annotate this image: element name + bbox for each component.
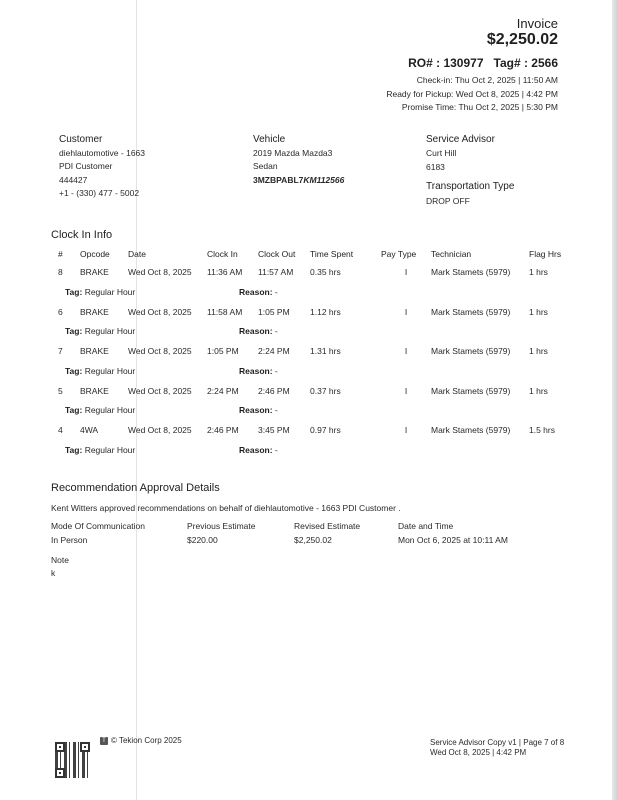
row-reason <box>207 440 569 460</box>
col-opcode: Opcode <box>80 249 110 259</box>
clock-in-title: Clock In Info <box>51 229 113 241</box>
vehicle-vin <box>253 174 344 187</box>
tag-label: Tag: <box>65 365 83 376</box>
reason-label: Reason: <box>239 444 273 455</box>
row-flag-hrs: 1 hrs <box>529 385 548 396</box>
qr-code-icon <box>55 742 90 778</box>
row-technician: Mark Stamets (5979) <box>431 306 511 317</box>
copyright-text: © Tekion Corp 2025 <box>111 736 182 745</box>
tag-label: Tag: <box>65 326 83 337</box>
service-advisor-id: 6183 <box>426 161 445 172</box>
col-number: # <box>58 249 63 259</box>
previous-estimate-value: $220.00 <box>187 535 218 545</box>
copy-page-info: Service Advisor Copy v1 | Page 7 of 8 <box>430 738 565 747</box>
mode-label: Mode Of Communication <box>51 521 146 531</box>
reason-value: - <box>274 365 278 376</box>
col-pay-type: Pay Type <box>381 249 417 259</box>
col-date: Date <box>128 249 146 259</box>
row-tag <box>58 361 207 381</box>
row-number: 5 <box>58 385 63 396</box>
row-tag <box>58 440 207 460</box>
tekion-logo-icon: T <box>100 737 108 745</box>
row-date: Wed Oct 8, 2025 <box>128 267 192 277</box>
table-tag-row <box>58 440 569 460</box>
row-clock-out: 1:05 PM <box>258 306 290 317</box>
row-date: Wed Oct 8, 2025 <box>128 385 192 396</box>
transportation-label: Transportation Type <box>426 181 515 192</box>
col-time-spent: Time Spent <box>310 249 354 259</box>
transportation-value: DROP OFF <box>426 196 470 206</box>
row-clock-in: 11:58 AM <box>207 306 243 317</box>
table-row <box>58 302 569 322</box>
customer-id: 444427 <box>59 175 88 185</box>
row-number: 4 <box>58 425 63 435</box>
qr-finder-top-left <box>55 742 65 752</box>
row-opcode: 4WA <box>80 425 99 435</box>
tag-number: Tag# : 2566 <box>493 56 558 70</box>
footer-timestamp: Wed Oct 8, 2025 | 4:42 PM <box>430 748 527 757</box>
row-opcode: BRAKE <box>80 267 109 277</box>
tag-label: Tag: <box>65 286 83 297</box>
row-flag-hrs: 1.5 hrs <box>529 425 555 435</box>
col-technician: Technician <box>431 249 472 259</box>
row-reason <box>207 401 569 421</box>
date-time-value: Mon Oct 6, 2025 at 10:11 AM <box>398 535 508 545</box>
row-time-spent: 0.37 hrs <box>310 385 341 396</box>
vin-suffix: KM112566 <box>303 175 345 185</box>
date-time-label: Date and Time <box>398 521 454 531</box>
row-flag-hrs: 1 hrs <box>529 267 548 277</box>
vin-prefix: 3MZBPABL7 <box>253 175 304 185</box>
reason-value: - <box>274 405 278 416</box>
tag-value: Regular Hour <box>84 326 136 337</box>
table-row <box>58 341 569 361</box>
reason-value: - <box>274 444 278 455</box>
table-tag-row <box>58 282 569 302</box>
table-tag-row <box>58 401 569 421</box>
col-clock-in: Clock In <box>207 249 238 259</box>
tag-value: Regular Hour <box>84 365 136 376</box>
clock-in-header-row <box>58 246 569 262</box>
row-clock-out: 2:24 PM <box>258 346 290 356</box>
tag-value: Regular Hour <box>84 286 136 297</box>
row-opcode: BRAKE <box>80 385 109 396</box>
tag-label: Tag: <box>65 444 83 455</box>
reason-label: Reason: <box>239 326 273 337</box>
transportation-section <box>426 181 514 208</box>
row-flag-hrs: 1 hrs <box>529 346 548 356</box>
reason-label: Reason: <box>239 365 273 376</box>
vehicle-label: Vehicle <box>253 134 286 145</box>
row-tag <box>58 282 207 302</box>
row-date: Wed Oct 8, 2025 <box>128 425 192 435</box>
row-opcode: BRAKE <box>80 306 109 317</box>
note-label: Note <box>51 555 69 565</box>
row-clock-in: 2:24 PM <box>207 385 239 396</box>
recommendation-statement: Kent Witters approved recommendations on behalf of diehlautomotive - 1663 PDI Customer . <box>51 503 401 513</box>
service-advisor-label: Service Advisor <box>426 134 495 145</box>
customer-label: Customer <box>59 134 103 145</box>
recommendation-title: Recommendation Approval Details <box>51 482 220 494</box>
row-clock-in: 11:36 AM <box>207 267 243 277</box>
row-technician: Mark Stamets (5979) <box>431 267 511 277</box>
row-opcode: BRAKE <box>80 346 109 356</box>
row-time-spent: 1.31 hrs <box>310 346 341 356</box>
row-technician: Mark Stamets (5979) <box>431 425 511 435</box>
tag-value: Regular Hour <box>84 444 136 455</box>
qr-finder-top-right <box>80 742 90 752</box>
tag-label: Tag: <box>65 405 83 416</box>
row-technician: Mark Stamets (5979) <box>431 385 511 396</box>
table-row <box>58 262 569 282</box>
customer-phone: +1 - (330) 477 - 5002 <box>59 187 140 198</box>
row-number: 6 <box>58 306 63 317</box>
row-date: Wed Oct 8, 2025 <box>128 346 192 356</box>
customer-section <box>59 134 145 199</box>
ro-tag-line <box>408 56 558 70</box>
reason-label: Reason: <box>239 405 273 416</box>
customer-name: diehlautomotive - 1663 <box>59 148 146 158</box>
tag-value: Regular Hour <box>84 405 136 416</box>
row-clock-out: 11:57 AM <box>258 267 294 277</box>
vehicle-section <box>253 134 344 187</box>
row-technician: Mark Stamets (5979) <box>431 346 511 356</box>
vehicle-model: 2019 Mazda Mazda3 <box>253 148 333 158</box>
note-value: k <box>51 568 56 578</box>
row-time-spent: 0.35 hrs <box>310 267 341 277</box>
previous-estimate-label: Previous Estimate <box>187 521 256 531</box>
check-in-time: Check-in: Thu Oct 2, 2025 | 11:50 AM <box>416 75 558 85</box>
row-number: 8 <box>58 267 63 277</box>
customer-type: PDI Customer <box>59 160 113 171</box>
row-pay-type: I <box>404 267 408 277</box>
clock-in-table <box>58 246 569 460</box>
vehicle-body: Sedan <box>253 160 278 171</box>
row-pay-type: I <box>404 306 408 317</box>
reason-value: - <box>274 326 278 337</box>
row-clock-in: 2:46 PM <box>207 425 239 435</box>
invoice-title: Invoice <box>516 16 558 31</box>
table-tag-row <box>58 361 569 381</box>
row-reason <box>207 322 569 342</box>
col-clock-out: Clock Out <box>258 249 296 259</box>
table-tag-row <box>58 322 569 342</box>
revised-estimate-label: Revised Estimate <box>294 521 361 531</box>
row-clock-in: 1:05 PM <box>207 346 239 356</box>
revised-estimate-value: $2,250.02 <box>294 535 332 545</box>
ro-number: RO# : 130977 <box>408 56 484 70</box>
row-time-spent: 0.97 hrs <box>310 425 341 435</box>
row-time-spent: 1.12 hrs <box>310 306 341 317</box>
table-row <box>58 420 569 440</box>
row-pay-type: I <box>404 385 408 396</box>
service-advisor-section <box>426 134 495 173</box>
row-date: Wed Oct 8, 2025 <box>128 306 192 317</box>
service-advisor-name: Curt Hill <box>426 148 457 158</box>
table-row <box>58 381 569 401</box>
row-pay-type: I <box>404 346 408 356</box>
reason-value: - <box>274 286 278 297</box>
row-tag <box>58 322 207 342</box>
reason-label: Reason: <box>239 286 273 297</box>
qr-finder-bottom-left <box>55 768 65 778</box>
row-flag-hrs: 1 hrs <box>529 306 548 317</box>
row-pay-type: I <box>404 425 408 435</box>
scan-artifact-edge <box>612 0 618 800</box>
col-flag-hrs: Flag Hrs <box>529 249 562 259</box>
row-reason <box>207 361 569 381</box>
ready-for-pickup-time: Ready for Pickup: Wed Oct 8, 2025 | 4:42 PM <box>386 89 558 99</box>
row-clock-out: 3:45 PM <box>258 425 290 435</box>
promise-time: Promise Time: Thu Oct 2, 2025 | 5:30 PM <box>401 102 558 112</box>
invoice-amount: $2,250.02 <box>486 31 558 48</box>
row-reason <box>207 282 569 302</box>
row-clock-out: 2:46 PM <box>258 385 290 396</box>
row-tag <box>58 401 207 421</box>
mode-value: In Person <box>51 535 88 545</box>
row-number: 7 <box>58 346 63 356</box>
